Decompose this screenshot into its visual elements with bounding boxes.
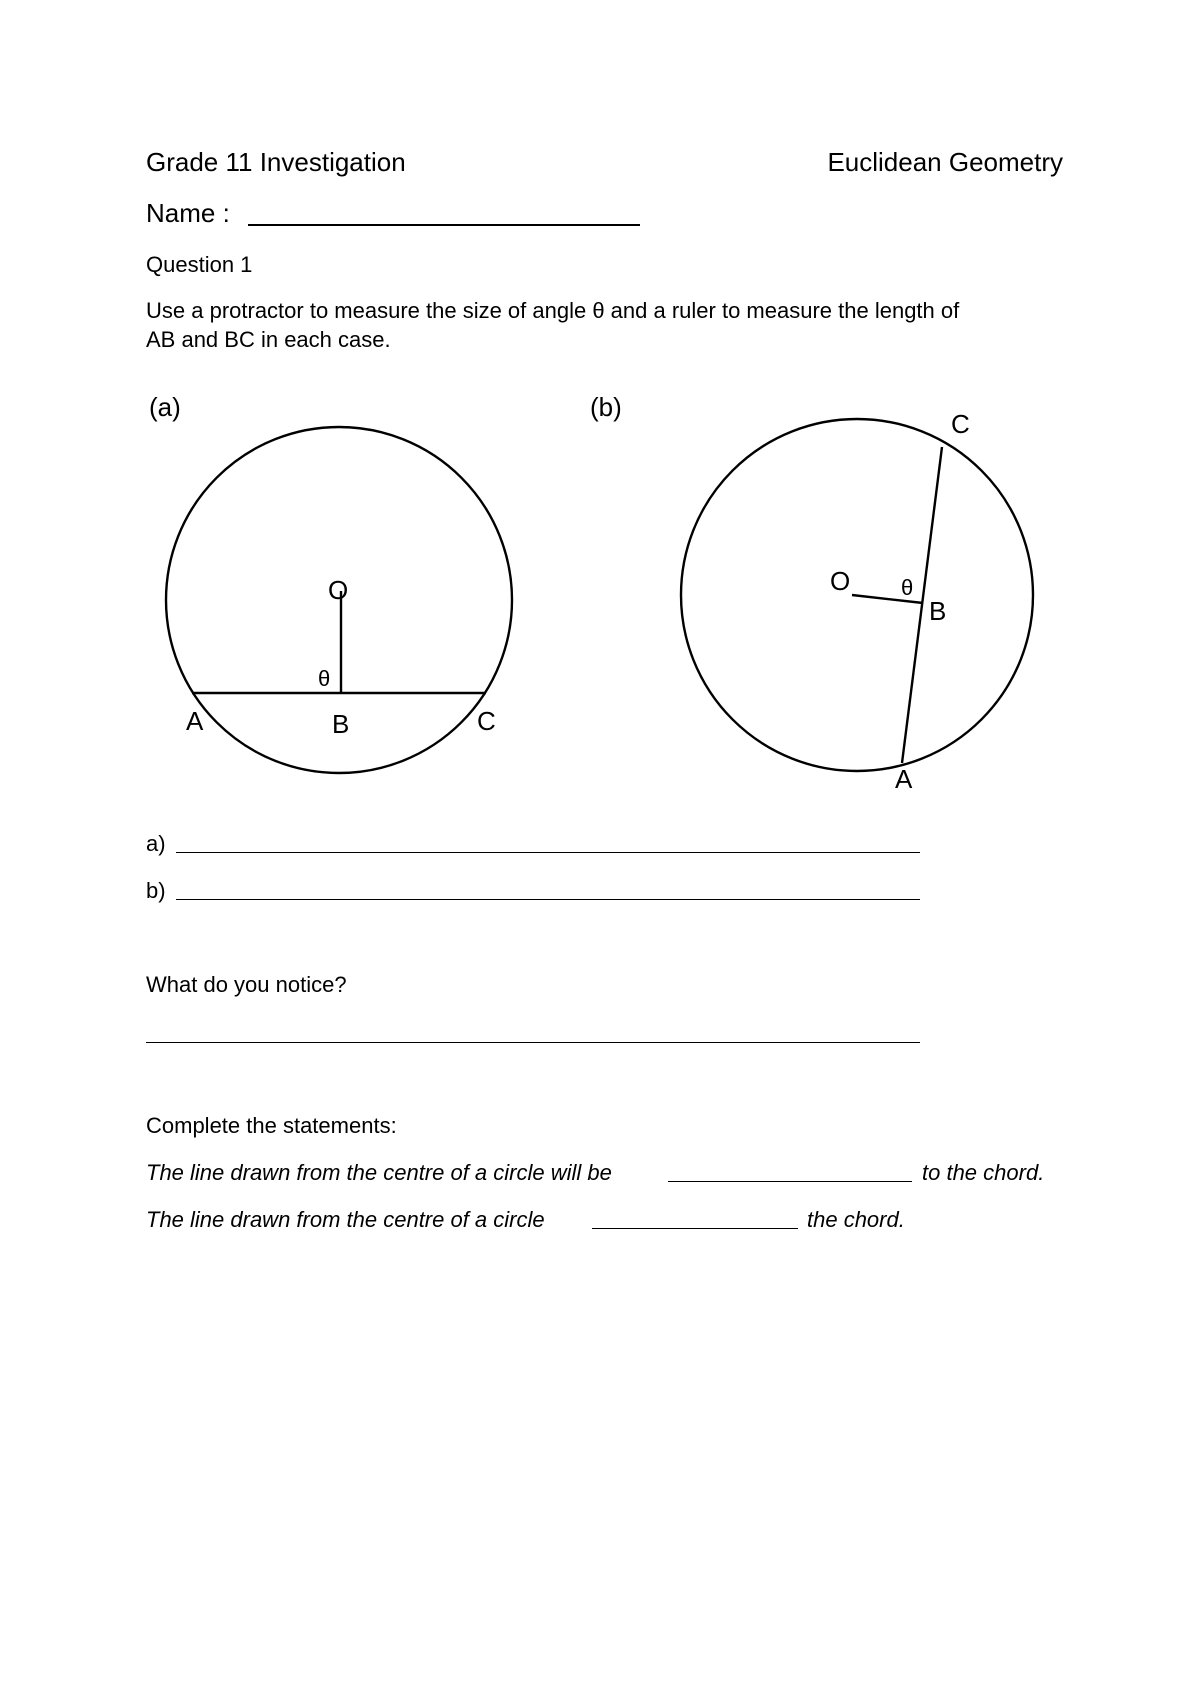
- point-o-b: O: [830, 566, 851, 596]
- statement-1-start: The line drawn from the centre of a circle will be: [146, 1160, 612, 1185]
- notice-question: What do you notice?: [146, 972, 347, 997]
- worksheet-title: Grade 11 Investigation: [146, 147, 406, 177]
- subject-title: Euclidean Geometry: [827, 147, 1063, 177]
- diagram-a: [140, 385, 540, 785]
- diagram-b-label: (b): [590, 392, 622, 422]
- point-c-b: C: [951, 409, 970, 439]
- answer-a-label: a): [146, 831, 166, 856]
- question-heading: Question 1: [146, 252, 253, 277]
- answer-a-line[interactable]: [176, 852, 920, 853]
- statement-2-end: the chord.: [807, 1207, 905, 1232]
- point-b-a: B: [332, 709, 350, 739]
- instruction-line-2: AB and BC in each case.: [146, 327, 391, 352]
- statement-2-start: The line drawn from the centre of a circle: [146, 1207, 545, 1232]
- name-label: Name :: [146, 198, 230, 228]
- name-field-line[interactable]: [248, 224, 640, 226]
- statement-1-blank[interactable]: [668, 1181, 912, 1182]
- angle-theta-b: θ: [901, 575, 914, 600]
- point-c-a: C: [477, 706, 496, 736]
- point-b-b: B: [929, 596, 947, 626]
- statements-heading: Complete the statements:: [146, 1113, 397, 1138]
- answer-b-label: b): [146, 878, 166, 903]
- statement-1-end: to the chord.: [922, 1160, 1045, 1185]
- notice-answer-line[interactable]: [146, 1042, 920, 1043]
- angle-theta-a: θ: [318, 666, 331, 691]
- statement-2-blank[interactable]: [592, 1228, 798, 1229]
- answer-b-line[interactable]: [176, 899, 920, 900]
- diagram-b: [580, 385, 1040, 805]
- diagram-a-label: (a): [149, 392, 181, 422]
- instruction-line-1: Use a protractor to measure the size of angle θ and a ruler to measure the length of: [146, 298, 960, 323]
- point-o-a: O: [328, 575, 349, 605]
- point-a-a: A: [186, 706, 204, 736]
- point-a-b: A: [895, 764, 913, 794]
